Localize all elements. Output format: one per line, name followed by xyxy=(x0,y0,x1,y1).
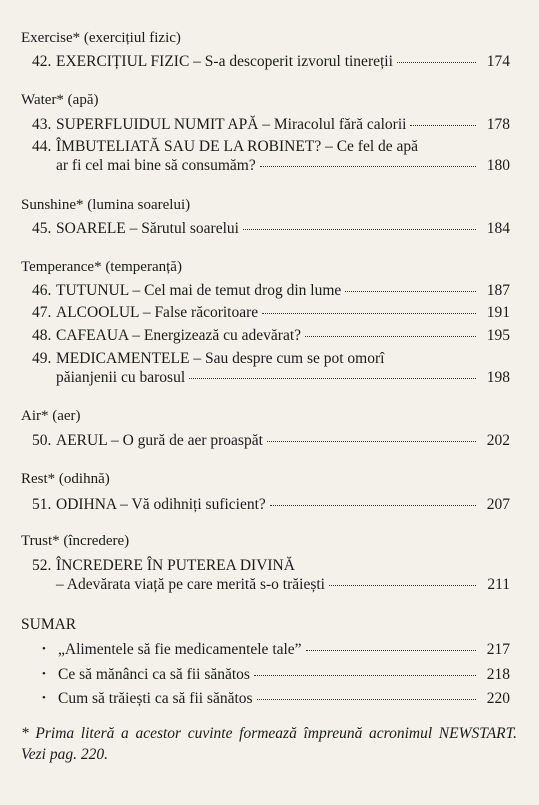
toc-entry-52 xyxy=(32,556,510,594)
entry-title: SUPERFLUIDUL NUMIT APĂ – Miracolul fără calorii xyxy=(56,116,407,133)
entry-number: 46. xyxy=(32,282,52,299)
bullet-icon: • xyxy=(42,692,46,704)
dot-leader xyxy=(329,585,476,586)
entry-page: 180 xyxy=(486,157,510,174)
entry-title: EXERCIȚIUL FIZIC – S-a descoperit izvorul tinereții xyxy=(56,53,393,70)
entry-title: MEDICAMENTELE – Sau despre cum se pot omorî xyxy=(56,350,385,367)
dot-leader xyxy=(306,650,476,651)
section-header-summary: SUMAR xyxy=(21,616,77,633)
section-header-trust: Trust* (încredere) xyxy=(21,533,130,549)
dot-leader xyxy=(260,166,476,167)
summary-title: Cum să trăiești ca să fii sănătos xyxy=(58,690,253,707)
dot-leader xyxy=(345,291,476,292)
dot-leader xyxy=(257,699,476,700)
entry-title-continued: – Adevărata viață pe care merită s-o trăiești xyxy=(56,576,325,593)
summary-title: Ce să mănânci ca să fii sănătos xyxy=(58,666,250,683)
entry-title: ODIHNA – Vă odihniți suficient? xyxy=(56,496,266,513)
entry-page: 174 xyxy=(486,53,510,70)
dot-leader xyxy=(262,313,476,314)
entry-title: ÎMBUTELIATĂ SAU DE LA ROBINET? – Ce fel de apă xyxy=(56,138,419,155)
entry-page: 211 xyxy=(487,576,510,593)
entry-number: 42. xyxy=(32,53,52,70)
summary-item xyxy=(42,690,510,708)
entry-page: 187 xyxy=(486,282,510,299)
summary-item xyxy=(42,666,510,684)
dot-leader xyxy=(305,336,476,337)
entry-title: AERUL – O gură de aer proaspăt xyxy=(56,432,263,449)
entry-title: TUTUNUL – Cel mai de temut drog din lume xyxy=(56,282,342,299)
entry-page: 191 xyxy=(486,304,510,321)
section-header-rest: Rest* (odihnă) xyxy=(21,471,110,487)
dot-leader xyxy=(267,441,476,442)
toc-entry-42 xyxy=(32,52,510,71)
entry-number: 52. xyxy=(32,557,52,574)
dot-leader xyxy=(189,378,476,379)
summary-item xyxy=(42,641,510,659)
entry-title: ALCOOLUL – False răcoritoare xyxy=(56,304,259,321)
section-header-water: Water* (apă) xyxy=(21,92,99,108)
entry-page: 184 xyxy=(486,220,510,237)
dot-leader xyxy=(254,675,476,676)
toc-entry-46 xyxy=(32,281,510,300)
footnote: * Prima literă a acestor cuvinte formează împreună acronimul NEWSTART. Vezi pag. 220. xyxy=(21,725,517,763)
section-header-temperance: Temperance* (temperanță) xyxy=(21,259,182,275)
entry-page: 178 xyxy=(486,116,510,133)
section-header-air: Air* (aer) xyxy=(21,408,81,424)
entry-number: 47. xyxy=(32,304,52,321)
toc-entry-47 xyxy=(32,303,510,322)
dot-leader xyxy=(397,62,476,63)
summary-title: „Alimentele să fie medicamentele tale” xyxy=(58,641,302,658)
toc-entry-45 xyxy=(32,219,510,238)
section-header-sunshine: Sunshine* (lumina soarelui) xyxy=(21,197,191,213)
entry-number: 43. xyxy=(32,116,52,133)
section-header-exercise: Exercise* (exercițiul fizic) xyxy=(21,30,181,46)
entry-page: 198 xyxy=(486,369,510,386)
toc-entry-48 xyxy=(32,326,510,345)
entry-title: SOARELE – Sărutul soarelui xyxy=(56,220,239,237)
toc-entry-49 xyxy=(32,349,510,387)
toc-entry-44 xyxy=(32,137,510,175)
entry-number: 48. xyxy=(32,327,52,344)
summary-page: 220 xyxy=(486,690,510,707)
dot-leader xyxy=(410,125,476,126)
entry-page: 202 xyxy=(486,432,510,449)
entry-title: CAFEAUA – Energizează cu adevărat? xyxy=(56,327,302,344)
entry-title: ÎNCREDERE ÎN PUTEREA DIVINĂ xyxy=(56,557,295,574)
entry-number: 51. xyxy=(32,496,52,513)
dot-leader xyxy=(270,505,476,506)
summary-page: 217 xyxy=(486,641,510,658)
toc-entry-50 xyxy=(32,431,510,450)
entry-title-continued: păianjenii cu barosul xyxy=(56,369,186,386)
summary-page: 218 xyxy=(486,666,510,683)
entry-page: 207 xyxy=(486,496,510,513)
entry-number: 49. xyxy=(32,350,52,367)
bullet-icon: • xyxy=(42,668,46,680)
entry-title-continued: ar fi cel mai bine să consumăm? xyxy=(56,157,256,174)
entry-number: 44. xyxy=(32,138,52,155)
toc-entry-51 xyxy=(32,495,510,514)
toc-entry-43 xyxy=(32,115,510,134)
entry-number: 45. xyxy=(32,220,52,237)
entry-page: 195 xyxy=(486,327,510,344)
entry-number: 50. xyxy=(32,432,52,449)
bullet-icon: • xyxy=(42,643,46,655)
dot-leader xyxy=(243,229,476,230)
